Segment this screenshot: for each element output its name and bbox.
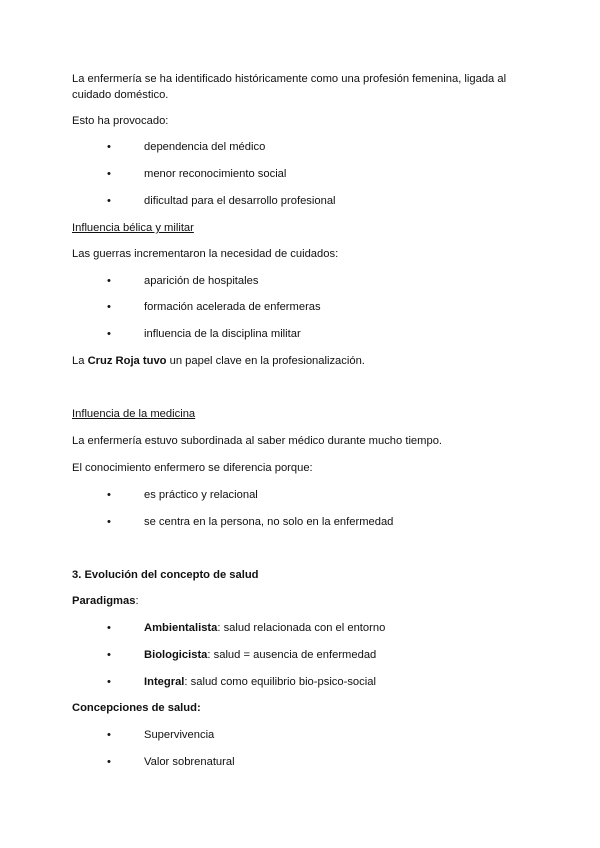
list-item (0, 755, 600, 769)
medicina-text-1: La enfermería estuvo subordinada al saber médico durante mucho tiempo. (72, 435, 443, 447)
list-item (0, 648, 600, 662)
paradigma-desc: : salud relacionada con el entorno (217, 622, 386, 634)
cruz-roja-pre: La (72, 355, 88, 367)
bullet-icon: • (107, 328, 111, 340)
paradigma-desc: : salud = ausencia de enfermedad (207, 649, 377, 661)
bullet-icon: • (107, 516, 111, 528)
cruz-roja-line (72, 354, 365, 368)
list-item-text: formación acelerada de enfermeras (144, 301, 321, 313)
section-heading-salud: 3. Evolución del concepto de salud (72, 569, 259, 581)
section-heading-medicina: Influencia de la medicina (72, 408, 196, 420)
list-item-text (144, 648, 376, 662)
paradigma-term: Integral (144, 676, 185, 688)
list-item-text (144, 675, 376, 689)
provocado-line: Esto ha provocado: (72, 115, 169, 127)
medicina-text-2: El conocimiento enfermero se diferencia porque: (72, 462, 313, 474)
bullet-icon: • (107, 676, 111, 688)
list-item (0, 327, 600, 341)
paradigma-desc: : salud como equilibrio bio-psico-social (184, 676, 376, 688)
list-item-text: se centra en la persona, no solo en la enfermedad (144, 516, 394, 528)
paradigma-term: Ambientalista (144, 622, 218, 634)
bullet-icon: • (107, 729, 111, 741)
paradigmas-label-text: Paradigmas (72, 595, 136, 607)
list-item (0, 675, 600, 689)
bullet-icon: • (107, 649, 111, 661)
cruz-roja-post: un papel clave en la profesionalización. (166, 355, 365, 367)
list-item (0, 274, 600, 288)
bullet-icon: • (107, 756, 111, 768)
belica-text: Las guerras incrementaron la necesidad de cuidados: (72, 248, 339, 260)
list-item (0, 488, 600, 502)
bullet-icon: • (107, 195, 111, 207)
list-item-text: es práctico y relacional (144, 489, 258, 501)
list-item-text: influencia de la disciplina militar (144, 328, 301, 340)
list-item-text: aparición de hospitales (144, 275, 259, 287)
bullet-icon: • (107, 301, 111, 313)
list-item (0, 300, 600, 314)
paradigmas-label (72, 594, 139, 608)
intro-line-2: cuidado doméstico. (72, 89, 169, 101)
paradigma-term: Biologicista (144, 649, 208, 661)
list-item-text: menor reconocimiento social (144, 168, 287, 180)
bullet-icon: • (107, 622, 111, 634)
list-item (0, 621, 600, 635)
section-heading-belica: Influencia bélica y militar (72, 222, 194, 234)
list-item-text: Supervivencia (144, 729, 215, 741)
bullet-icon: • (107, 168, 111, 180)
concepciones-label: Concepciones de salud: (72, 702, 201, 714)
bullet-icon: • (107, 489, 111, 501)
cruz-roja-bold: Cruz Roja tuvo (87, 355, 167, 367)
list-item-text (144, 621, 385, 635)
list-item-text: Valor sobrenatural (144, 756, 235, 768)
list-item (0, 167, 600, 181)
intro-line-1: La enfermería se ha identificado históricamente como una profesión femenina, ligada al (72, 73, 507, 85)
list-item-text: dificultad para el desarrollo profesional (144, 195, 336, 207)
list-item-text: dependencia del médico (144, 141, 266, 153)
list-item (0, 515, 600, 529)
list-item (0, 140, 600, 154)
bullet-icon: • (107, 141, 111, 153)
list-item (0, 194, 600, 208)
bullet-icon: • (107, 275, 111, 287)
paradigmas-colon: : (135, 595, 139, 607)
list-item (0, 728, 600, 742)
